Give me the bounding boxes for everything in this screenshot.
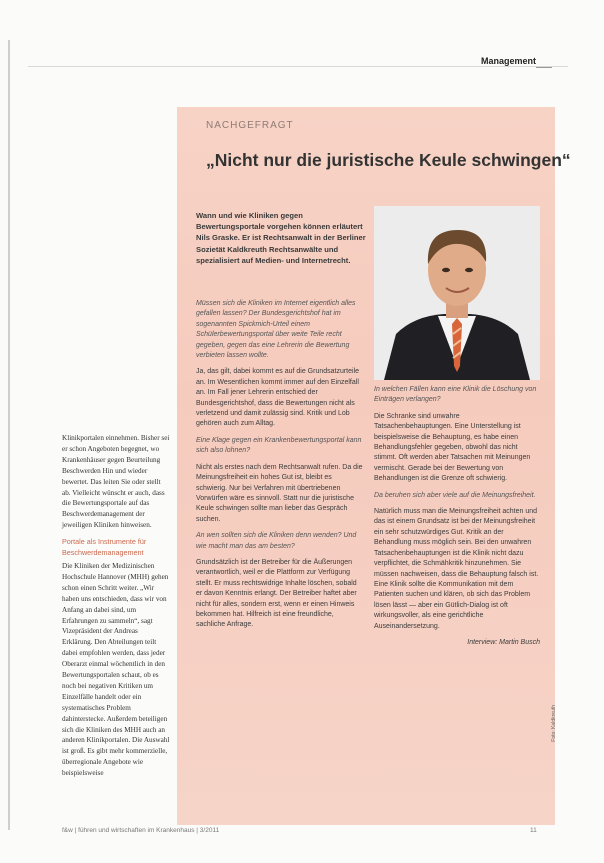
- question-text: In welchen Fällen kann eine Klinik die Löschung von Einträgen verlangen?: [374, 386, 537, 404]
- section-subheading: Portale als Instrumente für Beschwerdemanagement: [62, 537, 147, 558]
- page-fold: [8, 40, 10, 830]
- page-number: 11: [530, 827, 537, 834]
- answer-text: Die Schranke sind unwahre Tatsachenbehauptungen. Eine Unterstellung ist beispielsweise die Behauptung, es habe einen Behandlungsfehler gegeben, obwohl das nicht stimmt. Oft werden aber Tatsachen mit Meinungen vermischt. Gerade bei der Bewertung von Behandlungen ist die Grenze oft schwierig.: [374, 412, 531, 483]
- answer-text: Ja, das gilt, dabei kommt es auf die Grundsatzurteile an. Im Wesentlichen kommt immer auf den Einzelfall an. Im Fall jener Lehrerin entschied der Bundesgerichtshof, dass die Bewertungen nicht als verletzend und damit zulässig sind. Kritik und Lob gehören auch zum Alltag.: [196, 368, 360, 428]
- article-headline: „Nicht nur die juristische Keule schwingen“: [206, 150, 571, 170]
- body-paragraph: Die Kliniken der Medizinischen Hochschule Hannover (MHH) gehen schon einen Schritt weiter. „Wir haben uns entschieden, dass wir von Anfang an dabei sind, um Erfahrungen zu sammeln“, sagt Vizepräsident der Andreas Erklärung. Den Abteilungen teilt dabei empfohlen werden, dass jeder Oberarzt einmal wöchentlich in den Bewertungsportalen schaut, ob es noch bei negativen Kritiken um Einzelfälle handelt oder ein systematisches Problem dahinterstecke. Außerdem beteiligen sich die Kliniken des MHH auch an anderen Klinikportalen. Die Auswahl ist groß. Es gibt mehr kommerzielle, überregionale Angebote wie beispielsweise: [62, 561, 170, 778]
- question-text: Da beruhen sich aber viele auf die Meinungsfreiheit.: [374, 491, 536, 499]
- answer-text: Nicht als erstes nach dem Rechtsanwalt rufen. Da die Meinungsfreiheit ein hohes Gut ist, bleibt es schwierig. Nur bei Verfahren mit übertriebenen Vorwürfen wäre es sinnvoll. Statt nur die juristische Keule schwingen sollte man lieber das Gespräch suchen.: [196, 463, 363, 523]
- body-paragraph: Klinikportalen einnehmen. Bisher sei er schon Angeboten begegnet, wo Krankenhäuser gegen Beurteilung Beschwerden Hin und wieder bewertet. Das leiten Sie oder stellt ab. Vielleicht wünscht er auch, dass die Bewertungsportale auf das Beschwerdemanagement der jeweiligen Kliniken hinweisen.: [62, 434, 170, 530]
- portrait-illustration: [374, 206, 540, 380]
- article-kicker: NACHGEFRAGT: [206, 120, 294, 131]
- question-text: Müssen sich die Kliniken im Internet eigentlich alles gefallen lassen? Der Bundesgerichtshof hat im sogenannten Spickmich-Urteil einem Schülerbewertungsportal über weite Teile recht gegeben, gegen das eine Lehrerin die Bewertung verbieten lassen wollte.: [196, 300, 356, 360]
- interview-column-middle: [196, 299, 364, 637]
- answer-text: Grundsätzlich ist der Betreiber für die Äußerungen verantwortlich, weil er die Plattform zur Verfügung stellt. Er muss rechtswidrige Inhalte löschen, sobald er davon Kenntnis erlangt. Der Betreiber haftet aber nicht für alles, sondern erst, wenn er einen Hinweis bekommen hat. Hilfreich ist eine freundliche, sachliche Anfrage.: [196, 558, 357, 629]
- footer-publication: f&w | führen und wirtschaften im Krankenhaus | 3/2011: [62, 827, 220, 834]
- section-label: Management: [480, 56, 536, 66]
- answer-text: Natürlich muss man die Meinungsfreiheit achten und das ist einem Grundsatz ist bei der Meinungsfreiheit ein sehr schutzwürdiges Gut. Kritik an der Behandlung muss möglich sein. Bei den unwahren Tatsachenbehauptungen ist die Klinik nicht dazu verpflichtet, die Schmähkritik hinzunehmen. Sie müssen nachweisen, dass die Behauptung falsch ist. Eine Klinik sollte die Kommunikation mit dem Patienten suchen und klären, ob sich das Problem lösen lässt — aber ein Gütlich-Dialog ist oft wirkungsvoller, als eine gerichtliche Auseinandersetzung.: [374, 508, 539, 630]
- top-rule: [28, 66, 568, 67]
- question-text: Eine Klage gegen ein Krankenbewertungsportal kann sich also lohnen?: [196, 436, 362, 455]
- article-lead: Wann und wie Kliniken gegen Bewertungsportale vorgehen können erläutert Nils Graske. Er ist Rechtsanwalt in der Berliner Sozietät Kaldkreuth Rechtsanwälte und spezialisiert auf Medien- und Internetrecht.: [196, 211, 366, 265]
- interview-column-right: [374, 385, 540, 654]
- photo-credit: Foto: Kaldkreuth: [551, 705, 557, 742]
- main-article-column: [62, 433, 170, 785]
- question-text: An wen sollten sich die Kliniken denn wenden? Und wie macht man das am besten?: [196, 532, 357, 550]
- interviewee-photo: [374, 206, 540, 380]
- interview-author: Interview: Martin Busch: [467, 638, 540, 646]
